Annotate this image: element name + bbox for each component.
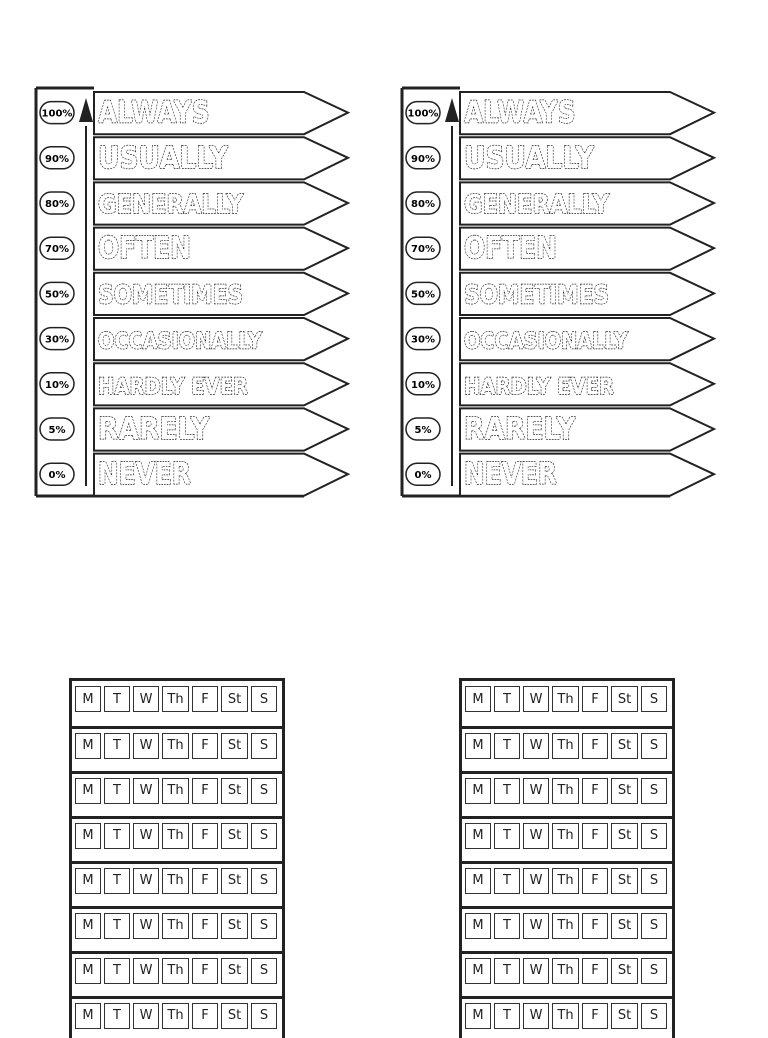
day-checkbox[interactable]: Th [162, 686, 189, 712]
day-checkbox[interactable]: W [133, 1003, 159, 1029]
percent-label: 90% [411, 153, 435, 165]
day-checkbox[interactable]: F [192, 823, 218, 849]
week-row [72, 681, 282, 717]
day-checkbox[interactable]: T [104, 686, 130, 712]
day-checkbox[interactable]: F [582, 913, 608, 939]
day-checkbox[interactable]: F [192, 1003, 218, 1029]
frequency-word: OFTEN [98, 231, 191, 267]
day-checkbox[interactable]: F [192, 686, 218, 712]
day-checkbox[interactable]: S [641, 733, 667, 759]
day-checkbox[interactable]: S [251, 823, 277, 849]
day-checkbox[interactable]: Th [162, 823, 189, 849]
day-checkbox[interactable]: St [611, 686, 638, 712]
day-checkbox[interactable]: S [641, 1003, 667, 1029]
week-row [72, 816, 282, 852]
day-checkbox[interactable]: F [192, 733, 218, 759]
day-checkbox[interactable]: F [582, 778, 608, 804]
percent-label: 50% [411, 289, 435, 301]
day-checkbox[interactable]: W [133, 733, 159, 759]
frequency-word: HARDLY EVER [98, 374, 249, 400]
frequency-word: RARELY [464, 412, 577, 447]
week-row [462, 906, 672, 942]
day-checkbox[interactable]: St [611, 733, 638, 759]
day-checkbox[interactable]: T [494, 868, 520, 894]
day-checkbox[interactable]: Th [552, 1003, 579, 1029]
week-row [462, 996, 672, 1032]
day-checkbox[interactable]: W [133, 823, 159, 849]
frequency-word: NEVER [464, 457, 557, 493]
week-row [462, 681, 672, 717]
week-row [72, 996, 282, 1032]
day-checkbox[interactable]: St [611, 958, 638, 984]
week-row [462, 951, 672, 987]
day-checkbox[interactable]: T [494, 913, 520, 939]
day-checkbox[interactable]: W [523, 1003, 549, 1029]
day-checkbox[interactable]: F [192, 913, 218, 939]
percent-label: 0% [414, 470, 432, 482]
frequency-word: HARDLY EVER [464, 374, 615, 400]
day-checkbox[interactable]: Th [552, 913, 579, 939]
day-checkbox[interactable]: W [133, 958, 159, 984]
day-checkbox[interactable]: F [582, 733, 608, 759]
frequency-word: GENERALLY [98, 190, 245, 220]
day-checkbox[interactable]: W [523, 913, 549, 939]
day-checkbox[interactable]: St [221, 686, 248, 712]
day-checkbox[interactable]: M [75, 778, 101, 804]
day-checkbox[interactable]: S [641, 823, 667, 849]
weekly-tracker-left [69, 678, 285, 1038]
week-row [462, 816, 672, 852]
day-checkbox[interactable]: S [641, 958, 667, 984]
frequency-word: USUALLY [464, 140, 596, 176]
day-checkbox[interactable]: W [523, 868, 549, 894]
week-row [72, 771, 282, 807]
day-checkbox[interactable]: St [611, 1003, 638, 1029]
day-checkbox[interactable]: Th [162, 958, 189, 984]
day-checkbox[interactable]: W [523, 823, 549, 849]
day-checkbox[interactable]: T [104, 958, 130, 984]
day-checkbox[interactable]: T [494, 823, 520, 849]
day-checkbox[interactable]: W [523, 733, 549, 759]
percent-label: 5% [414, 425, 432, 436]
percent-label: 70% [411, 244, 435, 256]
day-checkbox[interactable]: S [251, 733, 277, 759]
frequency-word: USUALLY [98, 140, 230, 176]
day-checkbox[interactable]: F [192, 958, 218, 984]
day-checkbox[interactable]: Th [162, 733, 189, 759]
day-checkbox[interactable]: St [221, 778, 248, 804]
day-checkbox[interactable]: M [465, 823, 491, 849]
week-row [72, 906, 282, 942]
percent-label: 30% [411, 334, 435, 346]
day-checkbox[interactable]: S [251, 958, 277, 984]
frequency-word: SOMETIMES [98, 280, 244, 311]
percent-label: 10% [45, 379, 69, 391]
week-row [72, 726, 282, 762]
frequency-word: NEVER [98, 457, 191, 493]
day-checkbox[interactable]: Th [162, 1003, 189, 1029]
weekly-tracker-right [459, 678, 675, 1038]
week-row [462, 771, 672, 807]
scale-arrow-icon [79, 98, 93, 122]
percent-label: 100% [407, 108, 439, 120]
frequency-chart-right [400, 86, 715, 498]
day-checkbox[interactable]: T [494, 733, 520, 759]
frequency-word: SOMETIMES [464, 280, 610, 311]
frequency-word: ALWAYS [98, 95, 210, 131]
day-checkbox[interactable]: F [192, 868, 218, 894]
percent-label: 10% [411, 379, 435, 391]
day-checkbox[interactable]: W [523, 958, 549, 984]
day-checkbox[interactable]: M [465, 686, 491, 712]
day-checkbox[interactable]: St [221, 868, 248, 894]
day-checkbox[interactable]: M [75, 733, 101, 759]
day-checkbox[interactable]: St [221, 733, 248, 759]
day-checkbox[interactable]: M [75, 868, 101, 894]
day-checkbox[interactable]: W [133, 868, 159, 894]
percent-label: 50% [45, 289, 69, 301]
day-checkbox[interactable]: M [75, 686, 101, 712]
day-checkbox[interactable]: T [104, 913, 130, 939]
day-checkbox[interactable]: Th [162, 778, 189, 804]
day-checkbox[interactable]: F [582, 1003, 608, 1029]
frequency-word: RARELY [98, 412, 211, 447]
day-checkbox[interactable]: T [104, 1003, 130, 1029]
day-checkbox[interactable]: T [494, 1003, 520, 1029]
scale-arrow-icon [445, 98, 459, 122]
day-checkbox[interactable]: M [465, 913, 491, 939]
frequency-word: GENERALLY [464, 190, 611, 220]
day-checkbox[interactable]: F [582, 686, 608, 712]
frequency-chart-svg [34, 86, 349, 498]
day-checkbox[interactable]: W [523, 778, 549, 804]
frequency-word: ALWAYS [464, 95, 576, 131]
day-checkbox[interactable]: S [251, 1003, 277, 1029]
day-checkbox[interactable]: W [133, 778, 159, 804]
week-row [462, 726, 672, 762]
day-checkbox[interactable]: T [104, 868, 130, 894]
percent-label: 0% [48, 470, 66, 482]
day-checkbox[interactable]: St [611, 778, 638, 804]
day-checkbox[interactable]: S [641, 913, 667, 939]
day-checkbox[interactable]: St [611, 823, 638, 849]
day-checkbox[interactable]: Th [162, 913, 189, 939]
frequency-word: OFTEN [464, 231, 557, 267]
percent-label: 70% [45, 244, 69, 256]
day-checkbox[interactable]: Th [552, 823, 579, 849]
day-checkbox[interactable]: M [465, 778, 491, 804]
day-checkbox[interactable]: T [104, 823, 130, 849]
day-checkbox[interactable]: M [465, 868, 491, 894]
day-checkbox[interactable]: Th [552, 733, 579, 759]
day-checkbox[interactable]: M [465, 1003, 491, 1029]
day-checkbox[interactable]: M [75, 958, 101, 984]
day-checkbox[interactable]: M [465, 958, 491, 984]
day-checkbox[interactable]: F [582, 868, 608, 894]
week-row [72, 861, 282, 897]
day-checkbox[interactable]: St [611, 868, 638, 894]
day-checkbox[interactable]: S [251, 913, 277, 939]
day-checkbox[interactable]: Th [162, 868, 189, 894]
day-checkbox[interactable]: W [523, 686, 549, 712]
day-checkbox[interactable]: W [133, 913, 159, 939]
day-checkbox[interactable]: Th [552, 958, 579, 984]
day-checkbox[interactable]: F [582, 823, 608, 849]
day-checkbox[interactable]: S [641, 686, 667, 712]
percent-label: 90% [45, 153, 69, 165]
day-checkbox[interactable]: M [75, 1003, 101, 1029]
day-checkbox[interactable]: M [75, 913, 101, 939]
day-checkbox[interactable]: T [104, 778, 130, 804]
day-checkbox[interactable]: St [221, 958, 248, 984]
day-checkbox[interactable]: F [582, 958, 608, 984]
frequency-chart-left [34, 86, 349, 498]
percent-label: 80% [45, 199, 69, 210]
week-row [462, 861, 672, 897]
frequency-chart-svg [400, 86, 715, 498]
day-checkbox[interactable]: St [611, 913, 638, 939]
day-checkbox[interactable]: St [221, 823, 248, 849]
day-checkbox[interactable]: W [133, 686, 159, 712]
week-row [72, 951, 282, 987]
day-checkbox[interactable]: M [75, 823, 101, 849]
day-checkbox[interactable]: S [641, 868, 667, 894]
percent-label: 80% [411, 199, 435, 210]
day-checkbox[interactable]: T [494, 686, 520, 712]
day-checkbox[interactable]: Th [552, 868, 579, 894]
day-checkbox[interactable]: S [641, 778, 667, 804]
day-checkbox[interactable]: T [104, 733, 130, 759]
percent-label: 100% [41, 108, 73, 120]
percent-label: 30% [45, 334, 69, 346]
day-checkbox[interactable]: T [494, 958, 520, 984]
day-checkbox[interactable]: T [494, 778, 520, 804]
day-checkbox[interactable]: M [465, 733, 491, 759]
day-checkbox[interactable]: Th [552, 686, 579, 712]
day-checkbox[interactable]: Th [552, 778, 579, 804]
day-checkbox[interactable]: S [251, 778, 277, 804]
day-checkbox[interactable]: St [221, 1003, 248, 1029]
day-checkbox[interactable]: St [221, 913, 248, 939]
day-checkbox[interactable]: S [251, 868, 277, 894]
frequency-word: OCCASIONALLY [98, 329, 263, 355]
day-checkbox[interactable]: F [192, 778, 218, 804]
day-checkbox[interactable]: S [251, 686, 277, 712]
frequency-word: OCCASIONALLY [464, 329, 629, 355]
percent-label: 5% [48, 425, 66, 436]
